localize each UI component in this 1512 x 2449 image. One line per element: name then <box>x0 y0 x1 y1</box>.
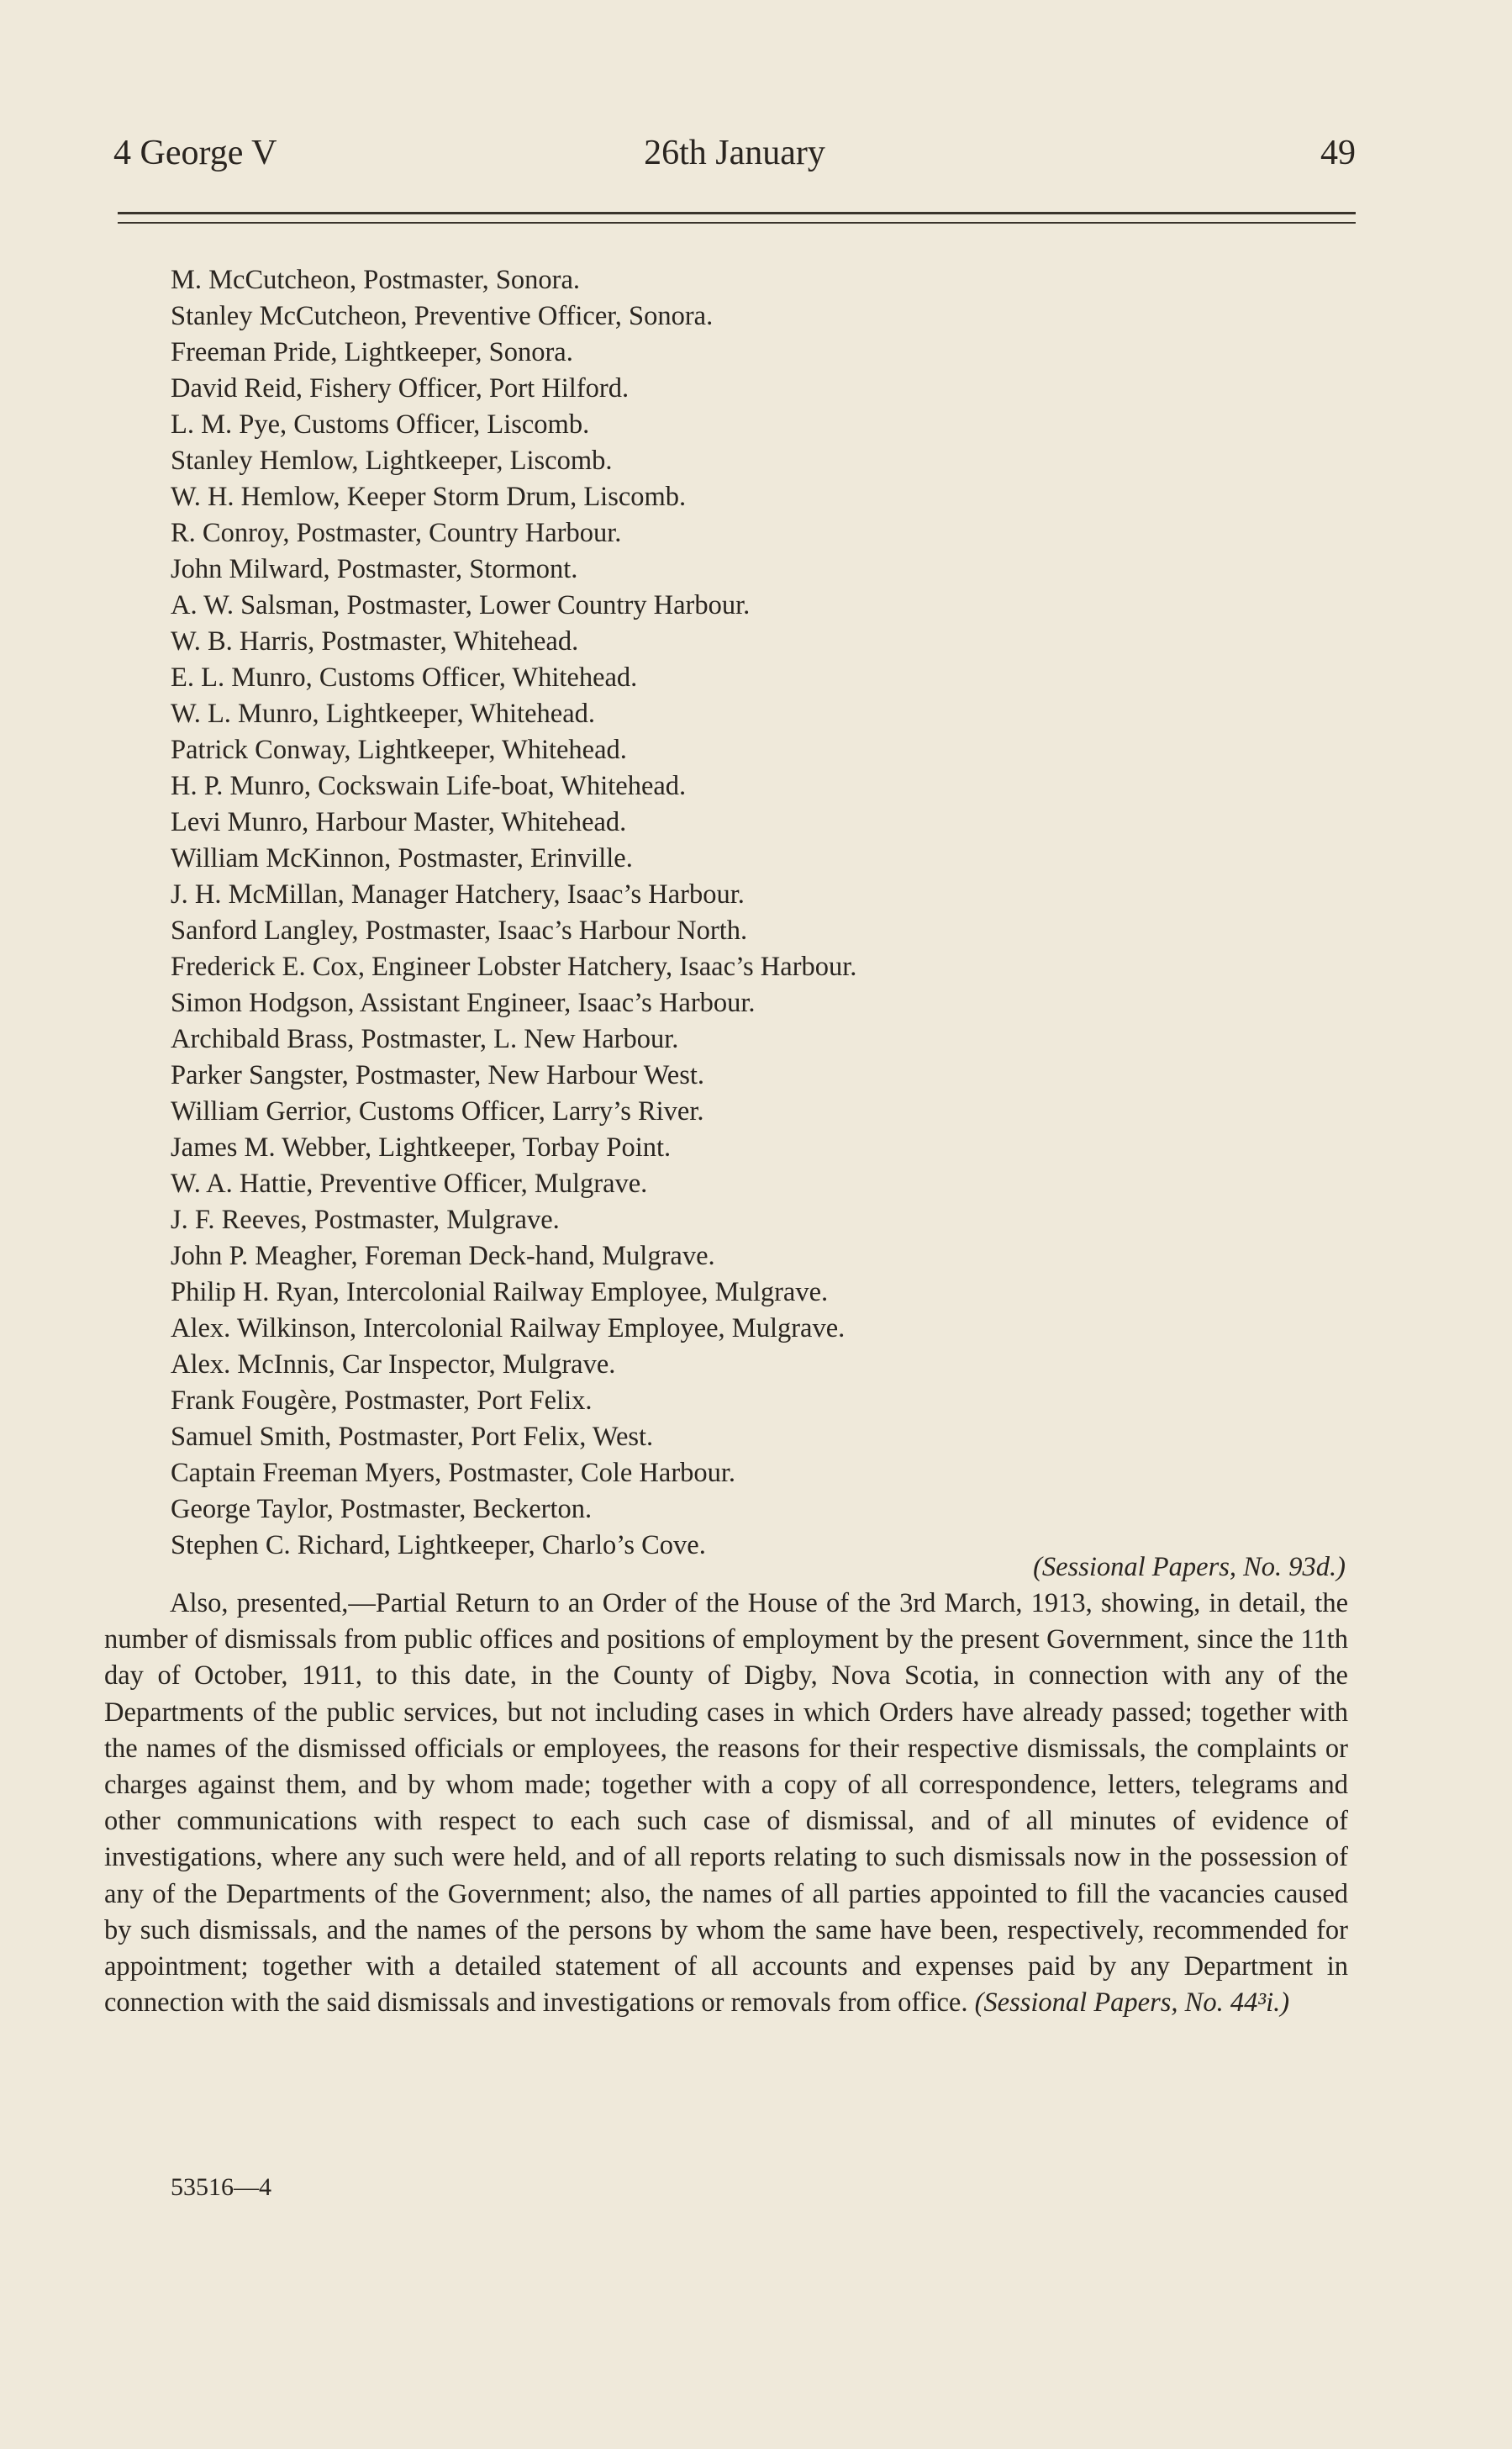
list-item: Frank Fougère, Postmaster, Port Felix. <box>171 1385 593 1416</box>
list-item: Freeman Pride, Lightkeeper, Sonora. <box>171 337 573 367</box>
list-item: M. McCutcheon, Postmaster, Sonora. <box>171 265 581 295</box>
list-item: Sanford Langley, Postmaster, Isaac’s Harbour North. <box>171 916 748 946</box>
list-item: Archibald Brass, Postmaster, L. New Harbour. <box>171 1024 679 1054</box>
list-item: John P. Meagher, Foreman Deck-hand, Mulgrave. <box>171 1241 715 1271</box>
list-item: Patrick Conway, Lightkeeper, Whitehead. <box>171 735 627 765</box>
officials-list <box>171 262 1364 1564</box>
list-item: Philip H. Ryan, Intercolonial Railway Employee, Mulgrave. <box>171 1277 829 1307</box>
list-item: Captain Freeman Myers, Postmaster, Cole Harbour. <box>171 1458 736 1488</box>
list-item: Stanley McCutcheon, Preventive Officer, Sonora. <box>171 301 714 331</box>
return-paragraph <box>104 1586 1348 2021</box>
list-item: William Gerrior, Customs Officer, Larry’s River. <box>171 1096 704 1127</box>
page-header <box>113 133 1356 183</box>
list-item: James M. Webber, Lightkeeper, Torbay Point. <box>171 1132 672 1163</box>
sessional-paper-citation: (Sessional Papers, No. 93d.) <box>1033 1552 1346 1582</box>
list-item: Alex. McInnis, Car Inspector, Mulgrave. <box>171 1349 616 1380</box>
paragraph-text: Also, presented,—Partial Return to an Order of the House of the 3rd March, 1913, showing, in detail, the number of dismissals from public offices and positions of employment by the present Government, since the 11th day of October, 1911, to this date, in the County of Digby, Nova Scotia, in connection with any of the Departments of the public services, but not including cases in which Orders have already passed; together with the names of the dismissed officials or employees, the reasons for their respective dismissals, the complaints or charges against them, and by whom made; together with a copy of all correspondence, letters, telegrams and other communications with respect to each such case of dismissal, and of all minutes of evidence of investigations, where any such were held, and of all reports relating to such dismissals now in the possession of any of the Departments of the Government; also, the names of all parties appointed to fill the vacancies caused by such dismissals, and the names of the persons by whom the same have been, respectively, recommended for appointment; together with a detailed statement of all accounts and expenses paid by any Department in connection with the said dismissals and investigations or removals from office. <box>104 1588 1348 2019</box>
list-item: L. M. Pye, Customs Officer, Liscomb. <box>171 409 590 440</box>
list-item: E. L. Munro, Customs Officer, Whitehead. <box>171 662 638 693</box>
list-item: David Reid, Fishery Officer, Port Hilford. <box>171 373 630 404</box>
list-item: Parker Sangster, Postmaster, New Harbour West. <box>171 1060 705 1090</box>
page-number: 49 <box>1320 134 1356 172</box>
printer-number: 53516—4 <box>171 2173 271 2201</box>
list-item: J. H. McMillan, Manager Hatchery, Isaac’s Harbour. <box>171 879 745 910</box>
list-item: J. F. Reeves, Postmaster, Mulgrave. <box>171 1205 560 1235</box>
list-item: W. B. Harris, Postmaster, Whitehead. <box>171 626 579 657</box>
list-item: R. Conroy, Postmaster, Country Harbour. <box>171 518 622 548</box>
paragraph-citation: (Sessional Papers, No. 44³i.) <box>974 1987 1290 2019</box>
list-item: Simon Hodgson, Assistant Engineer, Isaac’s Harbour. <box>171 988 756 1018</box>
header-double-rule <box>118 212 1356 224</box>
list-item: H. P. Munro, Cockswain Life-boat, Whitehead. <box>171 771 687 801</box>
list-item: W. H. Hemlow, Keeper Storm Drum, Liscomb. <box>171 482 687 512</box>
list-item: Levi Munro, Harbour Master, Whitehead. <box>171 807 627 837</box>
list-item: Alex. Wilkinson, Intercolonial Railway Employee, Mulgrave. <box>171 1313 846 1343</box>
list-item: William McKinnon, Postmaster, Erinville. <box>171 843 633 874</box>
list-item: W. L. Munro, Lightkeeper, Whitehead. <box>171 699 596 729</box>
list-item: Samuel Smith, Postmaster, Port Felix, West. <box>171 1422 654 1452</box>
list-item: John Milward, Postmaster, Stormont. <box>171 554 578 584</box>
list-item: Frederick E. Cox, Engineer Lobster Hatchery, Isaac’s Harbour. <box>171 952 857 982</box>
header-regnal-year: 4 George V <box>113 134 277 172</box>
header-date: 26th January <box>644 134 825 172</box>
list-item: Stephen C. Richard, Lightkeeper, Charlo’s Cove. <box>171 1530 706 1560</box>
list-item: George Taylor, Postmaster, Beckerton. <box>171 1494 593 1524</box>
list-item: Stanley Hemlow, Lightkeeper, Liscomb. <box>171 446 613 476</box>
list-item: A. W. Salsman, Postmaster, Lower Country Harbour. <box>171 590 751 620</box>
list-item: W. A. Hattie, Preventive Officer, Mulgrave. <box>171 1169 648 1199</box>
